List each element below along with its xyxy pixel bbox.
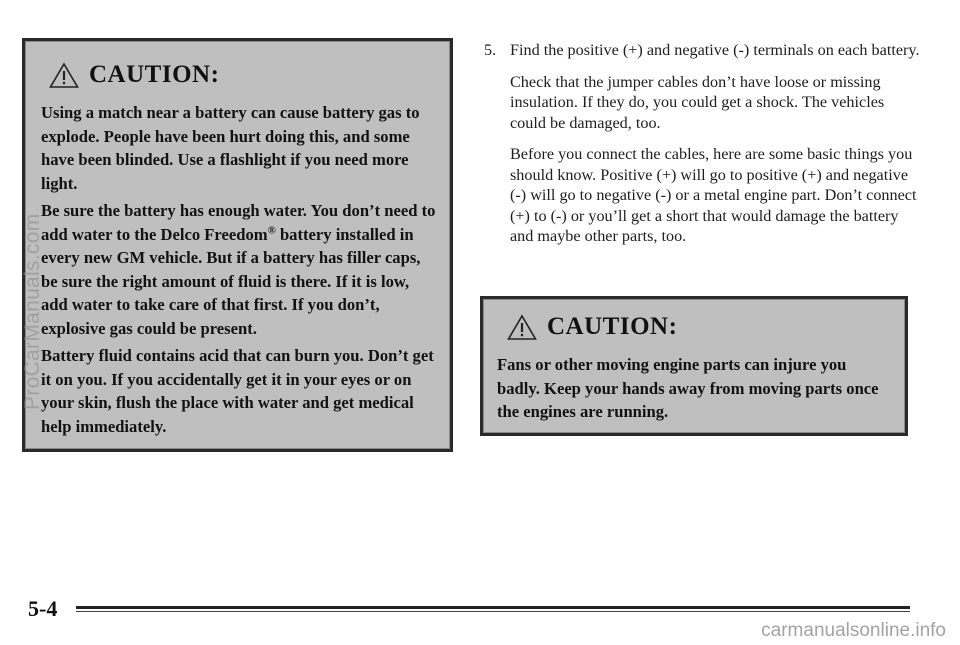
warning-triangle-icon bbox=[507, 314, 537, 341]
caution-title: CAUTION: bbox=[547, 313, 678, 340]
body-paragraph-polarity: Before you connect the cables, here are some basic things you should know. Positive (+) will go to positive (+) and negative (-) will go to negative (-) or a metal engine part. Don’t connect (+) to (-) or you’ll get a short that would damage the battery and maybe other parts, too. bbox=[510, 145, 917, 245]
registered-mark: ® bbox=[267, 223, 276, 236]
step-number: 5. bbox=[484, 41, 497, 59]
water-text-after: battery installed in every new GM vehicle. But if a battery has filler caps, be sure the right amount of fluid is there. If it is low, add water to take care of that first. If you don’t, explosive gas could be present. bbox=[41, 224, 421, 338]
caution-paragraph-acid: Battery fluid contains acid that can burn you. Don’t get it on you. If you accidentally get it in your eyes or on your skin, flush the place with water and get medical help immediately. bbox=[41, 346, 434, 436]
step-text: Find the positive (+) and negative (-) terminals on each battery. bbox=[510, 41, 920, 59]
side-watermark: ProCarManuals.com bbox=[21, 213, 44, 410]
caution-paragraph-water bbox=[41, 199, 436, 340]
caution-paragraph-match: Using a match near a battery can cause battery gas to explode. People have been hurt doing this, and some have been blinded. Use a flashlight if you need more light. bbox=[41, 103, 420, 193]
bottom-watermark: carmanualsonline.info bbox=[761, 620, 946, 641]
caution-paragraph-fans: Fans or other moving engine parts can injure you badly. Keep your hands away from moving parts once the engines are running. bbox=[497, 355, 879, 421]
caution-header bbox=[507, 313, 891, 341]
caution-box-fans bbox=[480, 296, 908, 436]
water-text-before: Be sure the battery has enough water. You don’t need to add water to the Delco Freedom bbox=[41, 201, 436, 244]
footer-rule-thin bbox=[76, 611, 910, 612]
footer-rule bbox=[76, 606, 910, 609]
page-number: 5-4 bbox=[28, 596, 58, 621]
instructions-column bbox=[484, 40, 924, 247]
caution-box-battery bbox=[22, 38, 453, 452]
warning-triangle-icon bbox=[49, 62, 79, 89]
body-paragraph-insulation: Check that the jumper cables don’t have loose or missing insulation. If they do, you could get a shock. The vehicles could be damaged, too. bbox=[510, 72, 885, 132]
step-5 bbox=[484, 40, 924, 61]
caution-header bbox=[49, 61, 436, 89]
caution-title: CAUTION: bbox=[89, 61, 220, 88]
